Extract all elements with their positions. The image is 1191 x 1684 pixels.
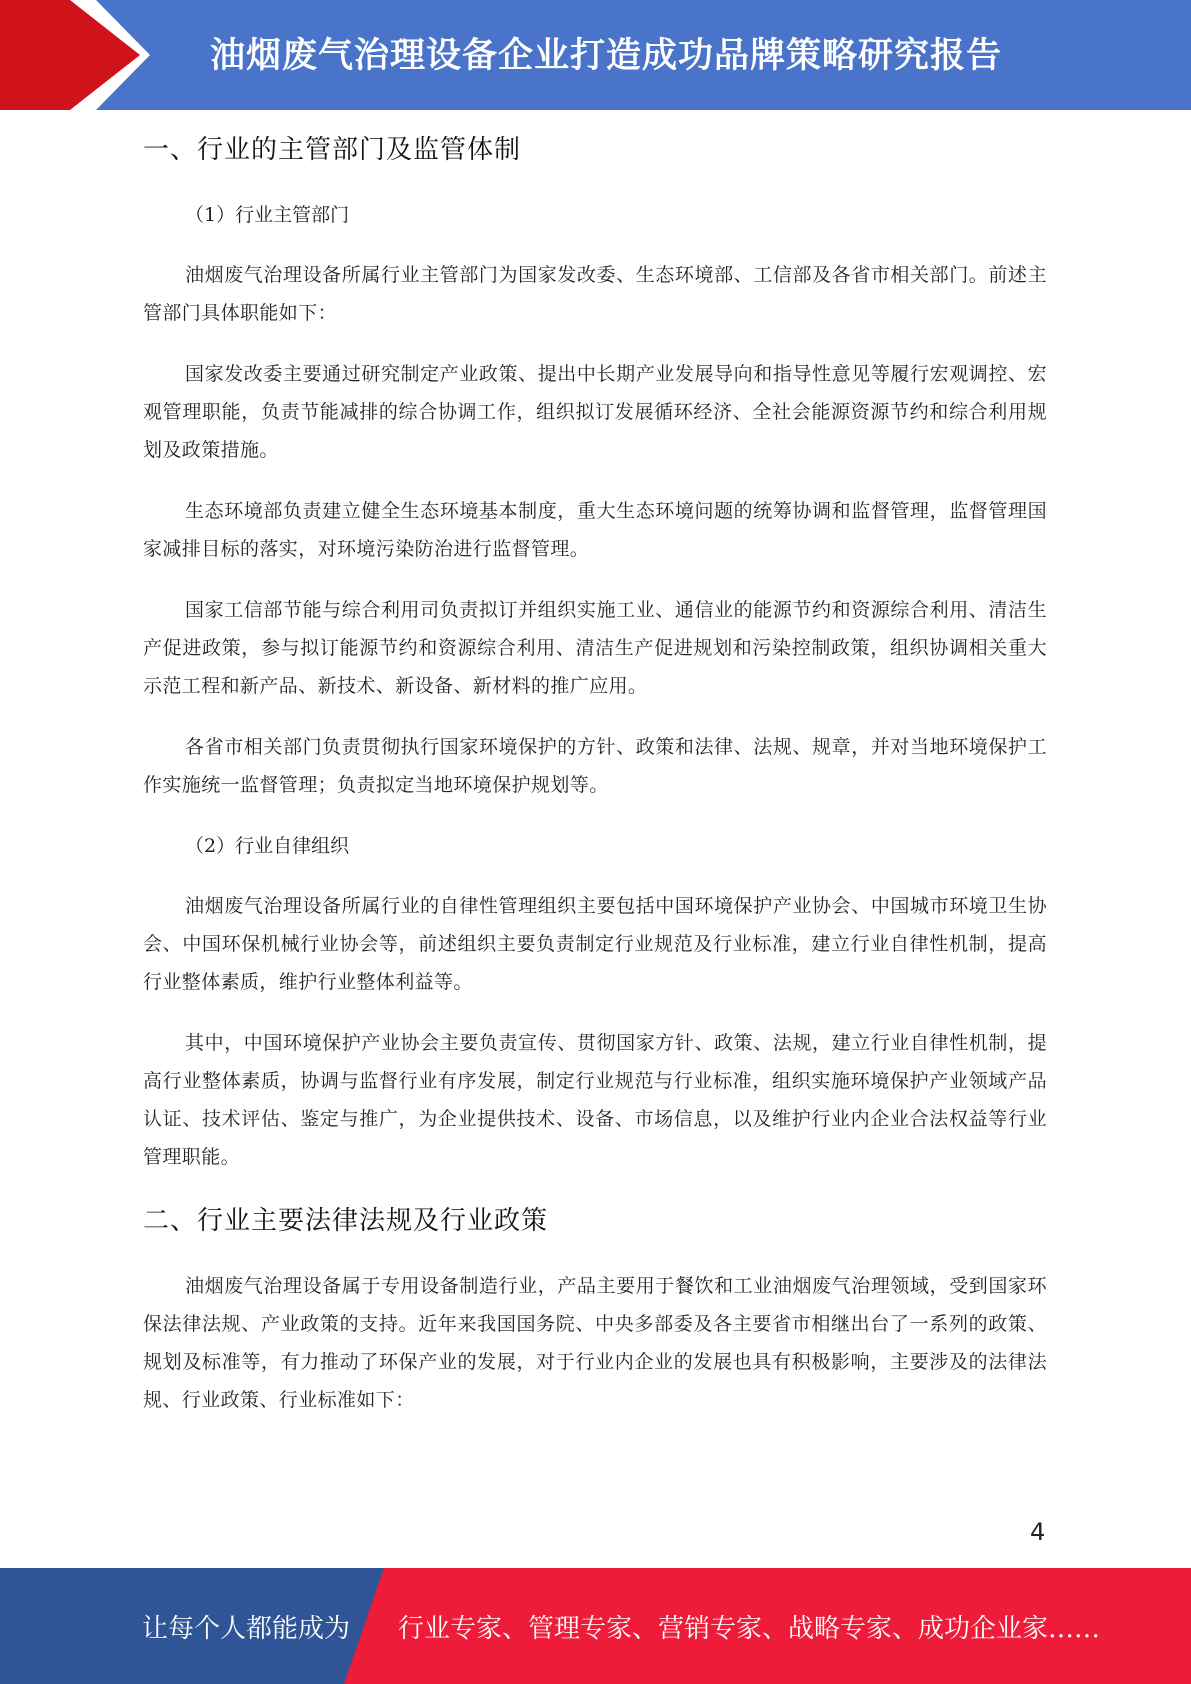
paragraph: 生态环境部负责建立健全生态环境基本制度，重大生态环境问题的统筹协调和监督管理，监督管理国家减排目标的落实，对环境污染防治进行监督管理。 [143,500,1047,560]
paragraph: 国家发改委主要通过研究制定产业政策、提出中长期产业发展导向和指导性意见等履行宏观调控、宏观管理职能，负责节能减排的综合协调工作，组织拟订发展循环经济、全社会能源资源节约和综合利用规划及政策措施。 [143,363,1047,461]
paragraph: 其中，中国环境保护产业协会主要负责宣传、贯彻国家方针、政策、法规，建立行业自律性机制，提高行业整体素质，协调与监督行业有序发展，制定行业规范与行业标准，组织实施环境保护产业领域产品认证、技术评估、鉴定与推广，为企业提供技术、设备、市场信息，以及维护行业内企业合法权益等行业管理职能。 [143,1032,1047,1168]
paragraph: 国家工信部节能与综合利用司负责拟订并组织实施工业、通信业的能源节约和资源综合利用、清洁生产促进政策，参与拟订能源节约和资源综合利用、清洁生产促进规划和污染控制政策，组织协调相关重大示范工程和新产品、新技术、新设备、新材料的推广应用。 [143,599,1047,697]
paragraph: 油烟废气治理设备属于专用设备制造行业，产品主要用于餐饮和工业油烟废气治理领域，受到国家环保法律法规、产业政策的支持。近年来我国国务院、中央多部委及各主要省市相继出台了一系列的政策、规划及标准等，有力推动了环保产业的发展，对于行业内企业的发展也具有积极影响，主要涉及的法律法规、行业政策、行业标准如下： [143,1275,1047,1411]
page-content [143,128,1047,1442]
page-number: 4 [1030,1518,1046,1546]
section-heading: 一、行业的主管部门及监管体制 [143,135,522,165]
sub-heading: （2）行业自律组织 [185,835,350,857]
report-title: 油烟废气治理设备企业打造成功品牌策略研究报告 [210,36,1003,76]
paragraph: 油烟废气治理设备所属行业主管部门为国家发改委、生态环境部、工信部及各省市相关部门。前述主管部门具体职能如下： [143,264,1047,324]
footer-banner [0,1568,1191,1684]
paragraph: 各省市相关部门负责贯彻执行国家环境保护的方针、政策和法律、法规、规章，并对当地环境保护工作实施统一监督管理；负责拟定当地环境保护规划等。 [143,736,1047,796]
sub-heading: （1）行业主管部门 [185,204,350,226]
footer-slogan-right: 行业专家、管理专家、营销专家、战略专家、成功企业家…… [398,1614,1101,1644]
paragraph: 油烟废气治理设备所属行业的自律性管理组织主要包括中国环境保护产业协会、中国城市环境卫生协会、中国环保机械行业协会等，前述组织主要负责制定行业规范及行业标准，建立行业自律性机制，提高行业整体素质，维护行业整体利益等。 [143,895,1047,993]
header-banner [0,0,1191,110]
footer-slogan-left: 让每个人都能成为 [142,1614,351,1644]
section-heading: 二、行业主要法律法规及行业政策 [143,1206,549,1236]
